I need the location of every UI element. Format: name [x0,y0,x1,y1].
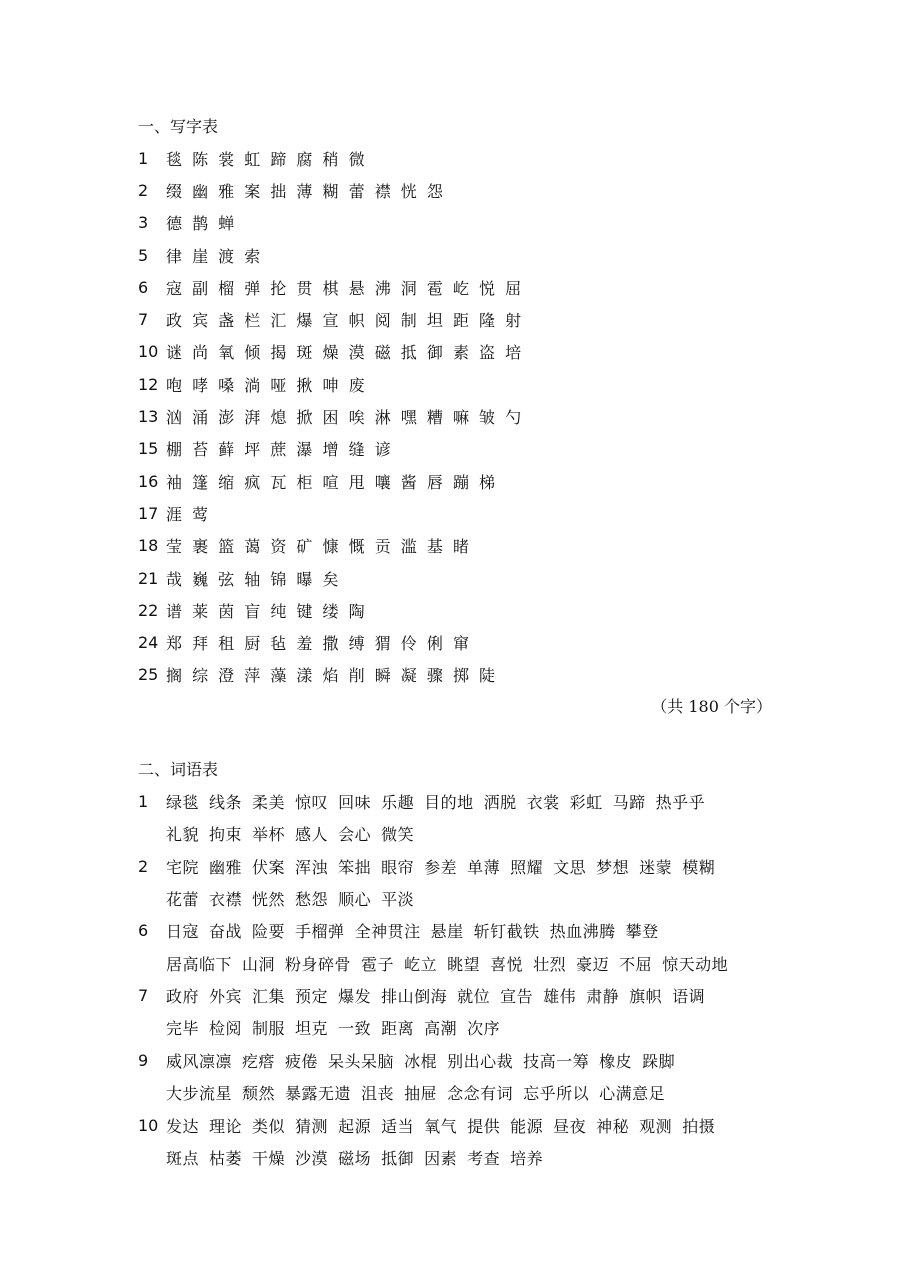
lesson-number: 13 [138,407,159,427]
vocabulary-word: 马蹄 [612,792,646,812]
vocabulary-word: 线条 [209,792,243,812]
vocabulary-word: 外宾 [209,987,243,1007]
lesson-number: 1 [138,791,149,811]
vocabulary-word: 检阅 [209,1019,243,1039]
vocabulary-word: 壮烈 [533,954,567,974]
vocabulary-word: 培养 [510,1149,544,1169]
vocabulary-word: 奋战 [209,922,243,942]
word-list [166,887,414,910]
vocabulary-row [138,1077,778,1109]
lesson-number: 7 [138,986,149,1006]
vocabulary-word: 颓然 [242,1084,276,1104]
vocabulary-word: 制服 [252,1019,286,1039]
word-list [166,1114,715,1137]
lesson-number: 17 [138,503,159,523]
vocabulary-word: 拍摄 [682,1116,716,1136]
vocabulary-word: 雹子 [361,954,395,974]
vocabulary-word: 神秘 [596,1116,630,1136]
vocabulary-word: 大步流星 [166,1084,233,1104]
writing-row [138,626,778,658]
vocabulary-word: 威风凛凛 [166,1051,233,1071]
vocabulary-word: 日寇 [166,922,200,942]
lesson-characters: 莹 裹 篮 蔼 资 矿 慷 慨 贡 滥 基 睹 [166,537,471,557]
vocabulary-word: 提供 [467,1116,501,1136]
vocabulary-word: 政府 [166,987,200,1007]
vocabulary-word: 目的地 [424,792,474,812]
lesson-characters: 德 鹊 蝉 [166,214,237,234]
lesson-characters: 律 崖 渡 索 [166,246,263,266]
vocabulary-word: 绿毯 [166,792,200,812]
vocabulary-word: 猜测 [295,1116,329,1136]
lesson-characters: 棚 苔 藓 坪 蔗 瀑 增 缝 谚 [166,440,393,460]
writing-row [138,142,778,174]
vocabulary-word: 笨拙 [338,857,372,877]
vocabulary-word: 就位 [457,987,491,1007]
vocabulary-word: 屹立 [404,954,438,974]
lesson-characters: 袖 篷 缩 疯 瓦 柜 喧 甩 嚷 酱 唇 蹦 梯 [166,472,498,492]
vocabulary-word: 浑浊 [295,857,329,877]
lesson-characters: 哉 巍 弦 轴 锦 曝 矣 [166,569,341,589]
vocabulary-word: 心满意足 [599,1084,666,1104]
writing-row [138,530,778,562]
vocabulary-word: 单薄 [467,857,501,877]
vocabulary-word: 观测 [639,1116,673,1136]
vocabulary-word: 不屈 [619,954,653,974]
vocabulary-word: 抵御 [381,1149,415,1169]
vocabulary-word: 眼帘 [381,857,415,877]
vocabulary-word: 别出心裁 [447,1051,514,1071]
vocabulary-row [138,947,778,979]
vocabulary-row [138,850,778,882]
vocabulary-word: 忘乎所以 [523,1084,590,1104]
vocabulary-word: 全神贯注 [354,922,421,942]
lesson-number: 10 [138,342,159,362]
vocabulary-word: 悬崖 [430,922,464,942]
writing-row [138,174,778,206]
vocabulary-word: 斩钉截铁 [473,922,540,942]
vocabulary-word: 惊天动地 [662,954,729,974]
lesson-number: 25 [138,665,159,685]
vocabulary-word: 感人 [295,825,329,845]
vocabulary-word: 磁场 [338,1149,372,1169]
vocabulary-word: 喜悦 [490,954,524,974]
writing-row [138,336,778,368]
vocabulary-word: 宅院 [166,857,200,877]
vocabulary-row [138,817,778,849]
vocabulary-row [138,915,778,947]
lesson-number: 2 [138,856,149,876]
vocabulary-word: 恍然 [252,889,286,909]
vocabulary-word: 距离 [381,1019,415,1039]
lesson-number: 16 [138,471,159,491]
writing-row [138,207,778,239]
writing-row [138,594,778,626]
vocabulary-word: 理论 [209,1116,243,1136]
vocabulary-row [138,1012,778,1044]
vocabulary-word: 花蕾 [166,889,200,909]
vocabulary-word: 顺心 [338,889,372,909]
vocabulary-word: 因素 [424,1149,458,1169]
lesson-characters: 毯 陈 裳 虹 蹄 腐 稍 微 [166,149,367,169]
lesson-number: 22 [138,600,159,620]
writing-row [138,562,778,594]
section-title-vocabulary-table: 二、词语表 [138,760,219,780]
word-list [166,1146,543,1169]
vocabulary-word: 跺脚 [642,1051,676,1071]
vocabulary-word: 肃静 [586,987,620,1007]
vocabulary-word: 考查 [467,1149,501,1169]
vocabulary-word: 次序 [467,1019,501,1039]
vocabulary-word: 惊叹 [295,792,329,812]
vocabulary-word: 微笑 [381,825,415,845]
vocabulary-row [138,1044,778,1076]
vocabulary-word: 山洞 [242,954,276,974]
word-list [166,822,414,845]
word-list [166,855,715,878]
vocabulary-row [138,1109,778,1141]
writing-row [138,239,778,271]
lesson-characters: 缀 幽 雅 案 拙 薄 糊 蕾 襟 恍 怨 [166,181,445,201]
lesson-characters: 汹 涌 澎 湃 熄 掀 困 唉 淋 嘿 糟 嘛 皱 勺 [166,408,524,428]
vocabulary-table [138,785,778,1174]
lesson-number: 9 [138,1050,149,1070]
lesson-number: 18 [138,536,159,556]
vocabulary-word: 适当 [381,1116,415,1136]
vocabulary-word: 迷蒙 [639,857,673,877]
vocabulary-word: 排山倒海 [381,987,448,1007]
writing-row [138,497,778,529]
vocabulary-word: 能源 [510,1116,544,1136]
word-list [166,1016,500,1039]
lesson-characters: 郑 拜 租 厨 毡 羞 撒 缚 猬 伶 俐 窜 [166,634,471,654]
lesson-characters: 咆 哮 嗓 淌 哑 揪 呻 废 [166,375,367,395]
writing-row [138,659,778,691]
vocabulary-word: 参差 [424,857,458,877]
lesson-characters: 政 宾 盏 栏 汇 爆 宣 帜 阅 制 坦 距 隆 射 [166,311,524,331]
vocabulary-word: 沙漠 [295,1149,329,1169]
vocabulary-word: 类似 [252,1116,286,1136]
word-list [166,984,705,1007]
lesson-number: 2 [138,180,149,200]
vocabulary-word: 洒脱 [483,792,517,812]
lesson-number: 6 [138,277,149,297]
vocabulary-word: 幽雅 [209,857,243,877]
vocabulary-word: 暴露无遗 [285,1084,352,1104]
vocabulary-word: 险要 [252,922,286,942]
vocabulary-word: 旗帜 [629,987,663,1007]
vocabulary-word: 手榴弹 [295,922,345,942]
lesson-number: 21 [138,568,159,588]
lesson-number: 5 [138,245,149,265]
vocabulary-word: 梦想 [596,857,630,877]
vocabulary-word: 文思 [553,857,587,877]
vocabulary-word: 起源 [338,1116,372,1136]
vocabulary-word: 柔美 [252,792,286,812]
vocabulary-word: 完毕 [166,1019,200,1039]
vocabulary-word: 举杯 [252,825,286,845]
lesson-number: 3 [138,213,149,233]
vocabulary-word: 干燥 [252,1149,286,1169]
vocabulary-word: 愁怨 [295,889,329,909]
writing-row [138,368,778,400]
lesson-characters: 谜 尚 氧 倾 揭 斑 燥 漠 磁 抵 御 素 盗 培 [166,343,524,363]
lesson-characters: 寇 副 榴 弹 抡 贯 棋 悬 沸 洞 雹 屹 悦 屈 [166,278,524,298]
writing-row [138,400,778,432]
writing-row [138,303,778,335]
lesson-number: 7 [138,310,149,330]
writing-table [138,142,778,691]
lesson-number: 12 [138,374,159,394]
lesson-number: 15 [138,439,159,459]
vocabulary-word: 豪迈 [576,954,610,974]
lesson-characters: 谱 莱 茵 盲 纯 键 缕 陶 [166,601,367,621]
vocabulary-word: 礼貌 [166,825,200,845]
vocabulary-word: 抽屉 [404,1084,438,1104]
writing-row [138,271,778,303]
vocabulary-word: 语调 [672,987,706,1007]
vocabulary-word: 一致 [338,1019,372,1039]
word-list [166,1049,675,1072]
vocabulary-word: 拘束 [209,825,243,845]
vocabulary-word: 枯萎 [209,1149,243,1169]
vocabulary-word: 衣裳 [526,792,560,812]
vocabulary-word: 昼夜 [553,1116,587,1136]
word-list [166,952,728,975]
lesson-number: 6 [138,921,149,941]
vocabulary-word: 伏案 [252,857,286,877]
vocabulary-word: 居高临下 [166,954,233,974]
vocabulary-word: 乐趣 [381,792,415,812]
vocabulary-word: 回味 [338,792,372,812]
vocabulary-word: 雄伟 [543,987,577,1007]
vocabulary-word: 照耀 [510,857,544,877]
lesson-characters: 涯 莺 [166,504,211,524]
lesson-characters: 搁 综 澄 萍 藻 漾 焰 削 瞬 凝 骤 掷 陡 [166,666,498,686]
writing-row [138,433,778,465]
vocabulary-word: 模糊 [682,857,716,877]
word-list [166,1081,665,1104]
vocabulary-word: 斑点 [166,1149,200,1169]
vocabulary-word: 发达 [166,1116,200,1136]
vocabulary-word: 眺望 [447,954,481,974]
vocabulary-word: 会心 [338,825,372,845]
vocabulary-word: 汇集 [252,987,286,1007]
vocabulary-word: 高潮 [424,1019,458,1039]
vocabulary-row [138,882,778,914]
vocabulary-word: 坦克 [295,1019,329,1039]
word-list [166,919,659,942]
character-total: （共 180 个字） [651,697,772,717]
lesson-number: 24 [138,633,159,653]
section-title-writing-table: 一、写字表 [138,117,219,136]
vocabulary-row [138,1141,778,1173]
vocabulary-word: 氧气 [424,1116,458,1136]
document-page [138,112,778,1174]
word-list [166,790,705,813]
vocabulary-word: 预定 [295,987,329,1007]
vocabulary-word: 热乎乎 [655,792,706,812]
vocabulary-word: 攀登 [625,922,659,942]
lesson-number: 10 [138,1115,159,1135]
vocabulary-word: 沮丧 [361,1084,395,1104]
lesson-number: 1 [138,148,149,168]
vocabulary-word: 粉身碎骨 [285,954,352,974]
vocabulary-word: 爆发 [338,987,372,1007]
vocabulary-row [138,979,778,1011]
vocabulary-word: 热血沸腾 [549,922,616,942]
vocabulary-word: 宣告 [500,987,534,1007]
section-gap [138,723,778,755]
vocabulary-word: 橡皮 [599,1051,633,1071]
vocabulary-word: 衣襟 [209,889,243,909]
vocabulary-word: 呆头呆脑 [328,1051,395,1071]
vocabulary-word: 技高一筹 [523,1051,590,1071]
vocabulary-word: 冰棍 [404,1051,438,1071]
vocabulary-word: 念念有词 [447,1084,514,1104]
writing-row [138,465,778,497]
vocabulary-word: 平淡 [381,889,415,909]
vocabulary-word: 疙瘩 [242,1051,276,1071]
vocabulary-word: 彩虹 [569,792,603,812]
vocabulary-row [138,785,778,817]
vocabulary-word: 疲倦 [285,1051,319,1071]
